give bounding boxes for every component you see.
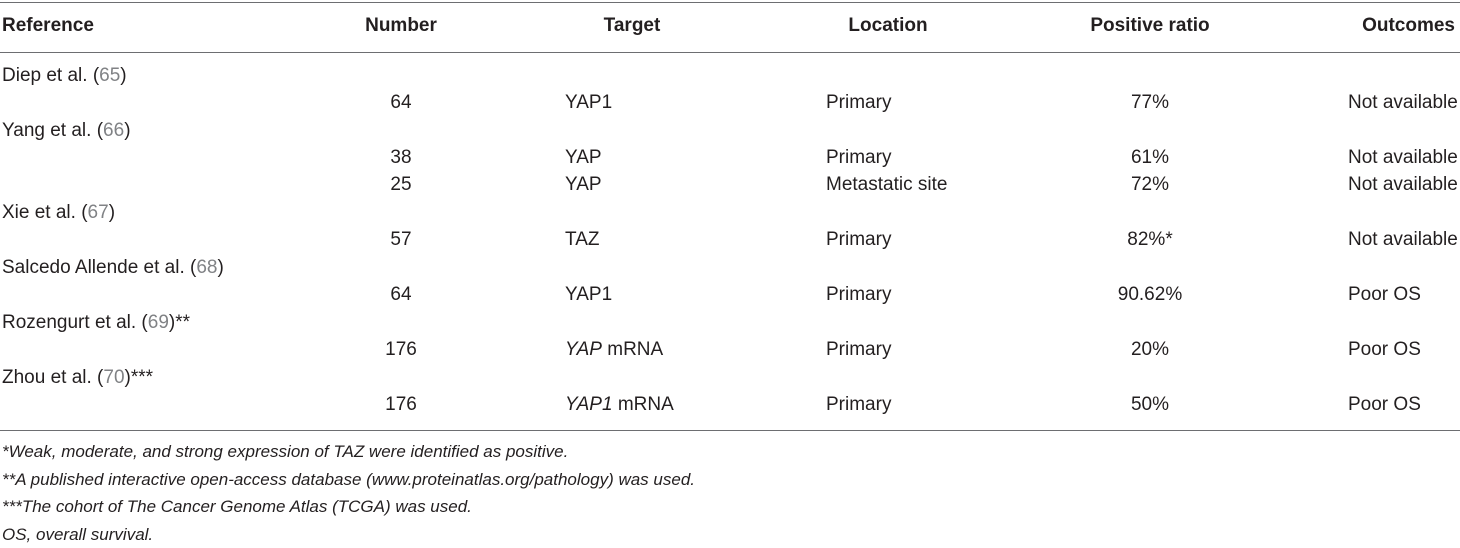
cell-positive-ratio: 50% — [1131, 393, 1169, 417]
cell-target: YAP1 — [565, 283, 612, 307]
table-footnotes — [2, 438, 695, 548]
cell-positive-ratio: 77% — [1131, 91, 1169, 115]
study-reference: Xie et al. (67) — [2, 201, 115, 225]
citation-link[interactable]: 65 — [99, 65, 120, 86]
cell-location: Primary — [826, 146, 891, 170]
header-reference: Reference — [2, 14, 94, 38]
cell-location: Metastatic site — [826, 173, 947, 197]
top-rule — [0, 2, 1460, 3]
cell-location: Primary — [826, 393, 891, 417]
citation-link[interactable]: 67 — [88, 202, 109, 223]
cell-positive-ratio: 72% — [1131, 173, 1169, 197]
header-rule — [0, 52, 1460, 53]
cell-location: Primary — [826, 228, 891, 252]
cell-location: Primary — [826, 338, 891, 362]
bottom-rule — [0, 430, 1460, 431]
cell-target: YAP — [565, 173, 602, 197]
cell-location: Primary — [826, 91, 891, 115]
footnote: ***The cohort of The Cancer Genome Atlas (TCGA) was used. — [2, 493, 695, 521]
study-reference: Zhou et al. (70)*** — [2, 366, 153, 390]
study-reference: Yang et al. (66) — [2, 119, 131, 143]
cell-target: TAZ — [565, 228, 599, 252]
footnote: **A published interactive open-access database (www.proteinatlas.org/pathology) was used. — [2, 466, 695, 494]
cell-number: 25 — [390, 173, 411, 197]
cell-outcomes: Not available — [1348, 91, 1458, 115]
study-reference: Rozengurt et al. (69)** — [2, 311, 190, 335]
citation-link[interactable]: 70 — [103, 367, 124, 388]
header-target: Target — [604, 14, 661, 38]
cell-outcomes: Poor OS — [1348, 338, 1421, 362]
cell-outcomes: Poor OS — [1348, 283, 1421, 307]
cell-number: 64 — [390, 283, 411, 307]
cell-positive-ratio: 20% — [1131, 338, 1169, 362]
cell-outcomes: Not available — [1348, 146, 1458, 170]
cell-location: Primary — [826, 283, 891, 307]
citation-link[interactable]: 69 — [148, 312, 169, 333]
cell-number: 176 — [385, 393, 417, 417]
cell-number: 57 — [390, 228, 411, 252]
study-reference: Salcedo Allende et al. (68) — [2, 256, 224, 280]
cell-number: 38 — [390, 146, 411, 170]
header-positive-ratio: Positive ratio — [1090, 14, 1209, 38]
cell-target: YAP1 mRNA — [565, 393, 674, 417]
cell-outcomes: Not available — [1348, 228, 1458, 252]
cell-positive-ratio: 82%* — [1127, 228, 1172, 252]
cell-outcomes: Not available — [1348, 173, 1458, 197]
cell-target: YAP mRNA — [565, 338, 663, 362]
header-outcomes: Outcomes — [1362, 14, 1455, 38]
cell-target: YAP — [565, 146, 602, 170]
header-number: Number — [365, 14, 437, 38]
cell-target: YAP1 — [565, 91, 612, 115]
citation-link[interactable]: 66 — [103, 120, 124, 141]
cell-number: 64 — [390, 91, 411, 115]
study-reference: Diep et al. (65) — [2, 64, 127, 88]
header-location: Location — [848, 14, 927, 38]
cell-positive-ratio: 90.62% — [1118, 283, 1182, 307]
footnote: OS, overall survival. — [2, 521, 695, 548]
cell-outcomes: Poor OS — [1348, 393, 1421, 417]
cell-positive-ratio: 61% — [1131, 146, 1169, 170]
cell-number: 176 — [385, 338, 417, 362]
footnote: *Weak, moderate, and strong expression of TAZ were identified as positive. — [2, 438, 695, 466]
citation-link[interactable]: 68 — [196, 257, 217, 278]
